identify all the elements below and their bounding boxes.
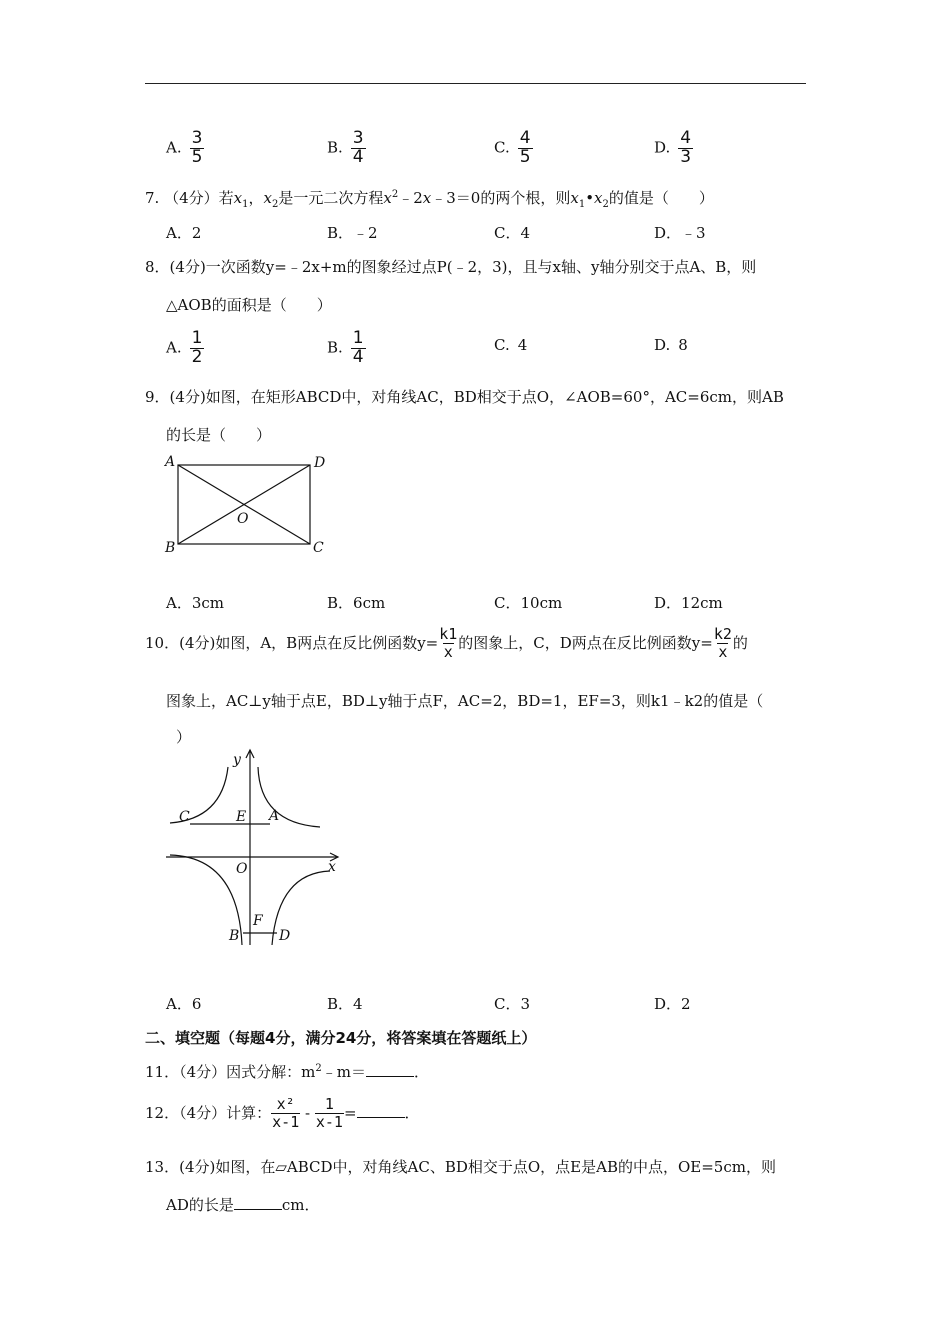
q8-b-num: 1 bbox=[352, 328, 364, 348]
q8-option-b[interactable]: B. $\frac{1}{4}$ bbox=[327, 328, 364, 367]
q9-label-c: C bbox=[313, 540, 324, 556]
q8-a-den: 2 bbox=[191, 346, 203, 367]
q9-option-b[interactable]: B．6cm bbox=[327, 594, 386, 612]
q10-frac1-num: k1 bbox=[439, 625, 458, 643]
q10-label-e: E bbox=[236, 809, 247, 825]
q9-option-c[interactable]: C．10cm bbox=[494, 594, 563, 612]
q10-stem-line3: ） bbox=[176, 728, 192, 746]
q6-d-num: 4 bbox=[680, 128, 692, 148]
q6-a-den: 5 bbox=[191, 146, 203, 167]
q10-label-y: y bbox=[233, 752, 241, 768]
q9-label-a: A bbox=[165, 454, 176, 470]
q10-stem-line1: 10．(4分)如图，A，B两点在反比例函数y= $\frac{k1}{x}$ 的图象上，C，D两点在反比例函数y= $\frac{k2}{x}$ 的 bbox=[145, 625, 748, 662]
q11-answer-blank[interactable] bbox=[366, 1064, 414, 1077]
q9-option-d[interactable]: D．12cm bbox=[654, 594, 723, 612]
q12-frac1-den: x-1 bbox=[272, 1113, 300, 1132]
q9-rectangle-figure bbox=[160, 450, 340, 560]
q11-stem: 11．（4分）因式分解：$m^2﹣m=$ ． bbox=[145, 1063, 429, 1081]
q10-option-b[interactable]: B．4 bbox=[327, 995, 363, 1013]
q6-option-a[interactable]: A. $\frac{3}{5}$ bbox=[166, 128, 203, 167]
section2-title: 二、填空题（每题4分，满分24分，将答案填在答题纸上） bbox=[145, 1029, 537, 1047]
q6-c-num: 4 bbox=[519, 128, 531, 148]
q7-option-b[interactable]: B．﹣2 bbox=[327, 224, 378, 242]
q8-option-c[interactable]: C. 4 bbox=[494, 336, 528, 354]
q9-label-b: B bbox=[165, 540, 176, 556]
q10-label-x: x bbox=[328, 859, 336, 875]
q6-a-num: 3 bbox=[191, 128, 203, 148]
q13-answer-blank[interactable] bbox=[234, 1197, 282, 1210]
q9-stem-line2: 的长是（ ） bbox=[166, 426, 272, 444]
q10-label-f: F bbox=[253, 913, 263, 929]
q8-a-num: 1 bbox=[191, 328, 203, 348]
q10-frac2-den: x bbox=[718, 643, 728, 662]
q9-stem-line1: 9．(4分)如图，在矩形ABCD中，对角线AC，BD相交于点O，∠AOB=60°，AC=6cm，则AB bbox=[145, 388, 784, 406]
q10-frac1-den: x bbox=[443, 643, 453, 662]
q6-option-b[interactable]: B. $\frac{3}{4}$ bbox=[327, 128, 364, 167]
q8-option-a[interactable]: A. $\frac{1}{2}$ bbox=[166, 328, 203, 367]
q10-option-c[interactable]: C．3 bbox=[494, 995, 531, 1013]
q10-frac2-num: k2 bbox=[713, 625, 732, 643]
q9-label-o: O bbox=[237, 511, 249, 527]
q10-hyperbola-figure bbox=[160, 745, 350, 950]
q13-stem-line2: AD的长是 cm． bbox=[166, 1196, 320, 1214]
q10-label-b: B bbox=[229, 928, 240, 944]
q6-option-c[interactable]: C. $\frac{4}{5}$ bbox=[494, 128, 531, 167]
header-rule bbox=[145, 83, 806, 84]
q13-stem-line1: 13．(4分)如图，在▱ABCD中，对角线AC、BD相交于点O，点E是AB的中点，OE=5cm，则 bbox=[145, 1158, 776, 1176]
q10-label-a: A bbox=[269, 808, 280, 824]
q6-option-d[interactable]: D. $\frac{4}{3}$ bbox=[654, 128, 692, 167]
q10-option-d[interactable]: D．2 bbox=[654, 995, 691, 1013]
q7-option-a[interactable]: A．2 bbox=[166, 224, 202, 242]
q10-label-d: D bbox=[279, 928, 291, 944]
q12-stem: 12．（4分）计算： $\frac{\text{x²}}{x-1}$ - $\frac{1}{x-1}$ = ． bbox=[145, 1095, 420, 1132]
q6-c-den: 5 bbox=[519, 146, 531, 167]
q12-frac2-num: 1 bbox=[324, 1095, 334, 1113]
q10-option-a[interactable]: A．6 bbox=[166, 995, 202, 1013]
q10-label-o: O bbox=[236, 861, 248, 877]
q6-b-den: 4 bbox=[352, 146, 364, 167]
q8-option-d[interactable]: D. 8 bbox=[654, 336, 688, 354]
q10-stem-line2: 图象上，AC⊥y轴于点E，BD⊥y轴于点F，AC=2，BD=1，EF=3，则k1﹣k2的值是（ bbox=[166, 692, 764, 710]
q7-option-d[interactable]: D．﹣3 bbox=[654, 224, 706, 242]
q12-frac1-num: x² bbox=[276, 1095, 295, 1113]
q7-option-c[interactable]: C．4 bbox=[494, 224, 531, 242]
q10-label-c: C bbox=[179, 809, 190, 825]
q9-option-a[interactable]: A．3cm bbox=[166, 594, 225, 612]
q12-answer-blank[interactable] bbox=[357, 1105, 405, 1118]
q8-b-den: 4 bbox=[352, 346, 364, 367]
q6-b-num: 3 bbox=[352, 128, 364, 148]
q8-stem-line2: △AOB的面积是（ ） bbox=[166, 296, 332, 314]
q8-stem-line1: 8．(4分)一次函数y=﹣2x+m的图象经过点P(﹣2，3)，且与x轴、y轴分别交于点A、B，则 bbox=[145, 258, 757, 276]
q9-label-d: D bbox=[314, 455, 326, 471]
q7-stem: 7. （4分）若$x_1$，$x_2$是一元二次方程$x^2﹣2x﹣3=0$的两个根，则$x_1•x_2$的值是（ ） bbox=[145, 189, 714, 210]
q6-d-den: 3 bbox=[680, 146, 692, 167]
q12-frac2-den: x-1 bbox=[315, 1113, 343, 1132]
